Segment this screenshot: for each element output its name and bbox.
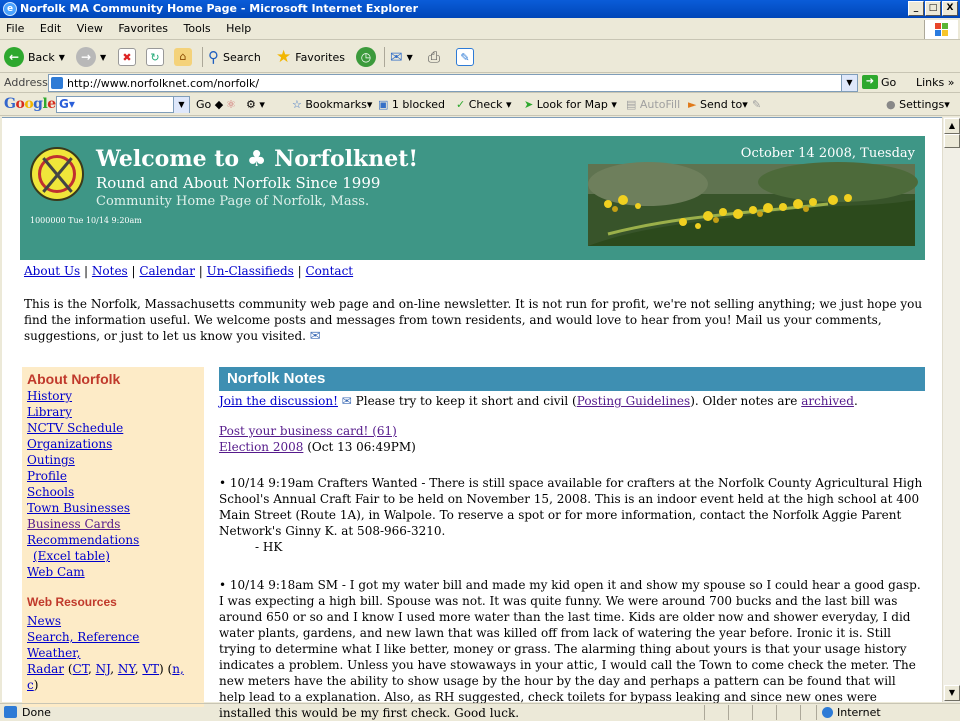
join-discussion-link[interactable]: Join the discussion!	[219, 394, 338, 408]
site-subtitle-2: Community Home Page of Norfolk, Mass.	[96, 194, 370, 209]
nav-calendar[interactable]: Calendar	[139, 264, 195, 278]
mail-icon: ✉	[390, 48, 403, 66]
google-toolbar	[0, 94, 960, 116]
radar-nj[interactable]: NJ	[95, 662, 111, 676]
google-logo[interactable]: Google	[4, 96, 56, 112]
norfolk-notes: Norfolk Notes Join the discussion! ✉ Please try to keep it short and civil (Posting Guidelines). Older notes are archived. Post your business card! (61) Election 2008 (Oct 13 06:49PM) • 10/14 9:19am Crafters Wanted - There is still space available for crafters at the Norfolk County Agricultural High School's Annual Craft Fair to be held on November 15, 2008. This is an indoor event held at the high school at 400 Main Street (Route 1A), in Walpole. To reserve a spot or for more information, contact the Norfolk Aggie Parent Network's Ginny K. at 508-966-3210. - HK • 10/14 9:18am SM - I got my water bill and made my kid open it and show my spouse so I could hear a good gasp. I was expecting a high bill. Spouse was not. It was quite funny. We were around 700 bucks and the last bill was around 650 or so and I know I used more water than the last time. Kids are older now and shower everyday, I did water plants, gardens, and new lawn that was killed off from lack of watering the year before. Ironic it is. Still trying to determine what I like better, money or grass. The alarming thing about yours is that your usage history indicates a problem. Unless you have stowaways in your attic, I would call the Town to come check the meter. The new meters have the ability to show usage by the hour by the day and perhaps a pattern can be found that will help lead to a explanation. Also, as RH suggested, check toilets for bypass leaking and since new ones were installed this would be my first check. Good luck.	[219, 367, 925, 721]
close-button[interactable]: X	[942, 1, 958, 16]
maximize-button[interactable]: □	[925, 1, 941, 16]
forward-arrow-icon: →	[76, 47, 96, 67]
sidebar-link-organizations[interactable]: Organizations	[27, 437, 113, 451]
note-post: • 10/14 9:19am Crafters Wanted - There is still space available for crafters at the Norfolk County Agricultural High School's Annual Craft Fair to be held on November 15, 2008. This is an indoor event held at the high school at 400 Main Street (Route 1A), in Walpole. To reserve a spot or for more information, contact the Norfolk Aggie Parent Network's Ginny K. at 508-966-3210. - HK	[219, 476, 923, 554]
radar-ny[interactable]: NY	[117, 662, 135, 676]
sidebar-link-library[interactable]: Library	[27, 405, 72, 419]
popup-block-icon: ▣	[378, 98, 389, 111]
bookmarks-star-icon: ☆	[292, 98, 302, 111]
autofill-icon: ▤	[626, 98, 637, 111]
title-bar	[0, 0, 960, 18]
sidebar-link-schools[interactable]: Schools	[27, 485, 75, 499]
search-button[interactable]: ⚲ Search	[208, 48, 261, 66]
nav-notes[interactable]: Notes	[91, 264, 128, 278]
stop-icon: ✖	[118, 48, 136, 66]
map-icon: ➤	[524, 98, 534, 111]
menu-tools[interactable]: Tools	[183, 22, 211, 35]
menu-file[interactable]: File	[6, 22, 25, 35]
menu-edit[interactable]: Edit	[39, 22, 62, 35]
radar-vt[interactable]: VT	[142, 662, 160, 676]
sidebar-link-history[interactable]: History	[27, 389, 73, 403]
vertical-scrollbar[interactable]	[942, 117, 960, 702]
notes-heading: Norfolk Notes	[219, 367, 925, 391]
intro-text: This is the Norfolk, Massachusetts community web page and on-line newsletter. It is not run for profit, we're not selling anything; we just hope you find the information useful. We welcome posts and messages from town residents, and would love to hear from you! Mail us your comments, suggestions, or just to let us know you visited. ✉	[24, 297, 923, 344]
note-post: • 10/14 9:18am SM - I got my water bill and made my kid open it and show my spouse so I could hear a good gasp. I was expecting a high bill. Spouse was not. It was quite funny. We were around 700 bucks and the last bill was around 650 or so and I know I used more water than the last time. Kids are older now and shower everyday, I did water plants, gardens, and new lawn that was killed off from lack of watering the year before. Ironic it is. Still trying to determine what I like better, money or grass. The alarming thing about yours is that your usage history indicates a problem. Unless you have stowaways in your attic, I would call the Town to come check the meter. The new meters have the ability to show usage by the hour by the day and perhaps a pattern can be found that will help lead to a explanation. Also, as RH suggested, check toilets for bypass leaking and since new ones were installed this would be my first check. Good luck.	[219, 578, 921, 720]
back-button[interactable]: ← Back ▼	[4, 46, 65, 68]
print-button[interactable]	[428, 46, 440, 68]
posting-guidelines-link[interactable]: Posting Guidelines	[576, 394, 691, 408]
sidebar-link-web-cam[interactable]: Web Cam	[27, 565, 85, 579]
address-dropdown-icon[interactable]: ▼	[841, 75, 857, 91]
spellcheck-icon: ✓	[456, 98, 466, 111]
pagerank-icon[interactable]: ⚛	[226, 98, 236, 111]
internet-globe-icon	[822, 707, 833, 718]
sidebar-link-radar[interactable]: Radar	[27, 662, 65, 676]
sidebar-link-business-cards[interactable]: Business Cards	[27, 517, 121, 531]
nav-about-us[interactable]: About Us	[24, 264, 81, 278]
edit-icon: ✎	[456, 48, 474, 66]
archived-link[interactable]: archived	[801, 394, 854, 408]
menu-help[interactable]: Help	[226, 22, 252, 35]
windows-logo	[924, 20, 958, 39]
popup-blocked-button[interactable]: ▣ 1 blocked	[378, 98, 445, 111]
sidebar-link-outings[interactable]: Outings	[27, 453, 75, 467]
stop-button[interactable]	[118, 46, 136, 68]
links-button[interactable]: Links »	[916, 76, 955, 89]
join-mail-icon[interactable]: ✉	[341, 394, 352, 408]
site-banner	[20, 136, 925, 260]
highlight-icon[interactable]: ✎	[752, 98, 762, 111]
sidebar	[22, 367, 204, 707]
send-icon: ►	[688, 98, 697, 111]
menu-bar	[0, 19, 960, 40]
status-bar	[0, 703, 960, 720]
web-resources-heading: Web Resources	[27, 595, 117, 609]
sidebar-link-town-businesses[interactable]: Town Businesses	[27, 501, 131, 515]
history-button[interactable]	[356, 46, 376, 68]
home-icon: ⌂	[174, 48, 192, 66]
go-button[interactable]: ➜ Go	[862, 75, 896, 89]
address-label: Address	[4, 76, 48, 89]
star-icon: ★	[276, 47, 292, 67]
norfolknet-logo	[30, 147, 84, 201]
edit-button[interactable]	[456, 46, 474, 68]
notes-intro: Join the discussion! ✉ Please try to keep it short and civil (Posting Guidelines). Older notes are archived.	[219, 394, 858, 408]
home-button[interactable]	[174, 46, 192, 68]
sidebar-link-news[interactable]: News	[27, 614, 62, 628]
google-search-dropdown-icon[interactable]: ▼	[173, 97, 189, 113]
menu-favorites[interactable]: Favorites	[118, 22, 169, 35]
standard-toolbar	[0, 41, 960, 73]
google-go-button[interactable]: Go ◆	[196, 98, 224, 111]
sidebar-link-excel-table[interactable]: (Excel table)	[33, 549, 110, 563]
sidebar-link-profile[interactable]: Profile	[27, 469, 67, 483]
news-icon[interactable]: ⚙ ▾	[246, 98, 265, 111]
scroll-down-button[interactable]: ▼	[944, 685, 960, 701]
settings-gear-icon: ●	[886, 98, 896, 111]
forward-button[interactable]: → ▼	[76, 46, 106, 68]
address-bar	[0, 73, 960, 93]
goldenrod-photo	[588, 164, 915, 246]
back-arrow-icon: ←	[4, 47, 24, 67]
mail-envelope-icon[interactable]: ✉	[309, 329, 321, 344]
site-nav: About Us | Notes | Calendar | Un-Classifieds | Contact	[24, 264, 354, 278]
favorites-button[interactable]: ★ Favorites	[276, 47, 345, 67]
google-search-input[interactable]: G▾ ▼	[56, 96, 190, 113]
scroll-thumb[interactable]	[944, 134, 960, 148]
refresh-icon: ↻	[146, 48, 164, 66]
nav-contact[interactable]: Contact	[305, 264, 354, 278]
bookmarks-button[interactable]: ☆ Bookmarks▾	[292, 98, 373, 111]
settings-button[interactable]: ● Settings▾	[886, 98, 950, 111]
spell-check-button[interactable]: ✓ Check ▾	[456, 98, 512, 111]
scroll-up-button[interactable]: ▲	[944, 118, 960, 134]
business-card-link[interactable]: Post your business card! (61)	[219, 424, 397, 438]
sidebar-link-search-reference[interactable]: Search, Reference	[27, 630, 140, 644]
refresh-button[interactable]	[146, 46, 164, 68]
status-text: Done	[22, 706, 51, 719]
menu-view[interactable]: View	[76, 22, 103, 35]
site-title: Welcome to ♣ Norfolknet!	[96, 146, 419, 172]
sidebar-link-recommendations[interactable]: Recommendations	[27, 533, 140, 547]
page-icon	[51, 77, 63, 89]
hit-counter: 1000000 Tue 10/14 9:20am	[30, 216, 142, 225]
current-date: October 14 2008, Tuesday	[740, 146, 915, 161]
go-arrow-icon: ➜	[862, 75, 878, 89]
address-input[interactable]: http://www.norfolknet.com/norfolk/ ▼	[48, 74, 858, 92]
autofill-button[interactable]: ▤ AutoFill	[626, 98, 681, 111]
look-for-map-button[interactable]: ➤ Look for Map ▾	[524, 98, 617, 111]
election-2008-link[interactable]: Election 2008	[219, 440, 304, 454]
radar-ct[interactable]: CT	[72, 662, 88, 676]
sidebar-link-weather[interactable]: Weather,	[27, 646, 81, 660]
ie-icon: e	[3, 2, 17, 16]
history-icon: ◷	[356, 47, 376, 67]
mail-button[interactable]: ✉ ▼	[390, 48, 413, 66]
radar-links: Radar (CT, NJ, NY, VT) (n, c)	[27, 662, 184, 692]
window-title: Norfolk MA Community Home Page - Microsoft Internet Explorer	[20, 2, 419, 15]
site-subtitle: Round and About Norfolk Since 1999	[96, 174, 381, 192]
minimize-button[interactable]: _	[908, 1, 924, 16]
done-page-icon	[4, 706, 17, 718]
nav-unclassifieds[interactable]: Un-Classifieds	[206, 264, 294, 278]
radar-c[interactable]: c	[27, 678, 34, 692]
radar-n[interactable]: n,	[172, 662, 184, 676]
send-to-button[interactable]: ► Send to▾	[688, 98, 748, 111]
search-icon: ⚲	[208, 48, 219, 66]
security-zone: Internet	[822, 706, 881, 719]
sidebar-link-nctv-schedule[interactable]: NCTV Schedule	[27, 421, 124, 435]
print-icon: ⎙	[428, 48, 441, 66]
about-norfolk-heading: About Norfolk	[27, 371, 121, 387]
